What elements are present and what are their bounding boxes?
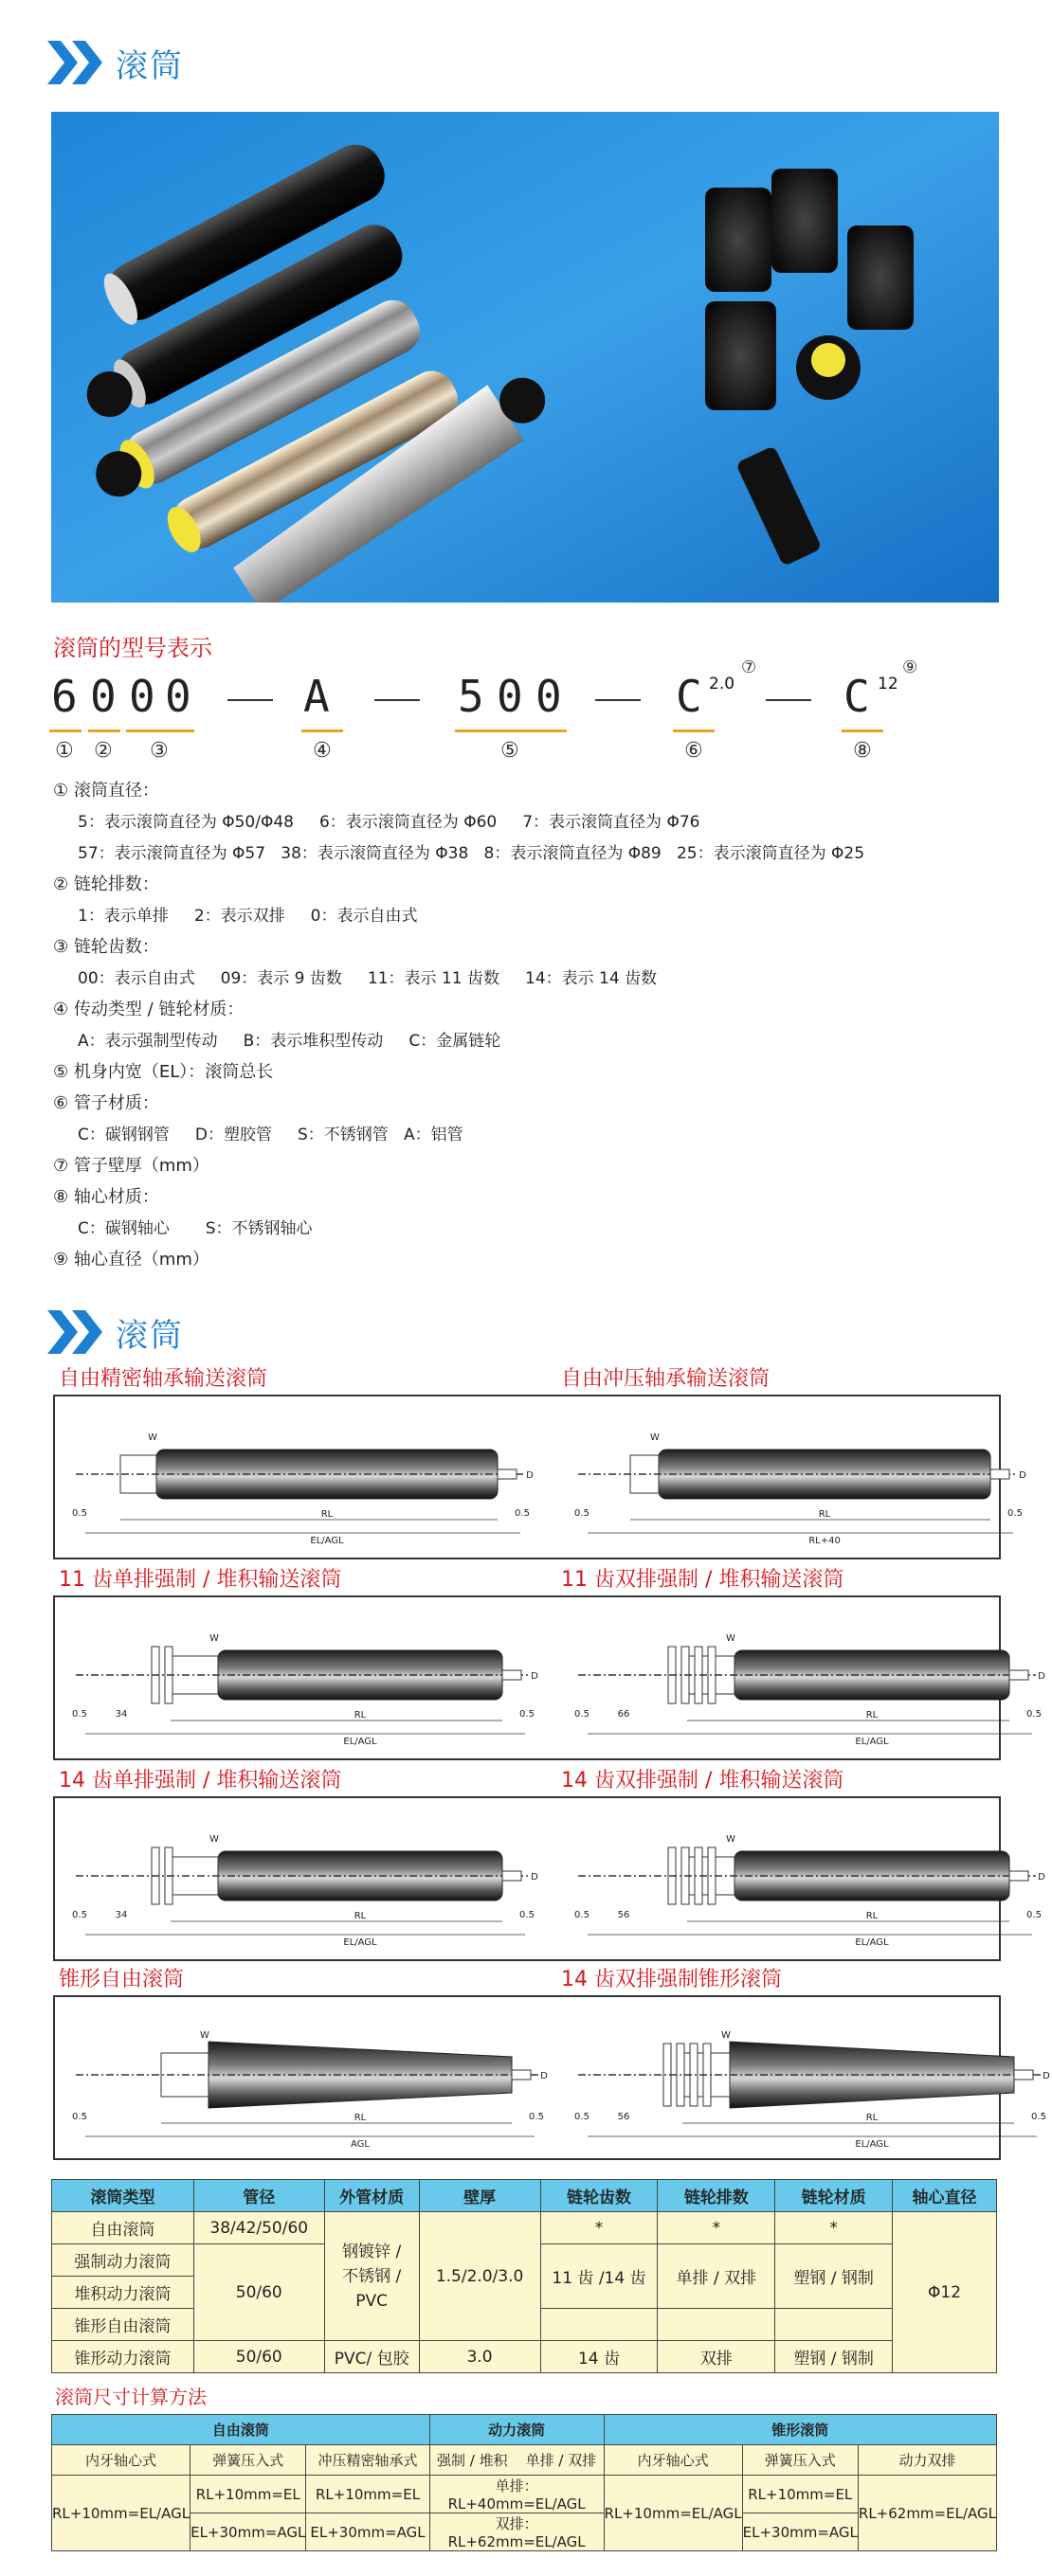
smat-taper-powered: 塑钢 / 钢制	[775, 2341, 893, 2373]
dimension-d: D	[531, 1872, 538, 1882]
th-axis: 轴心直径	[893, 2180, 997, 2212]
model-mark-7: ⑦	[741, 658, 757, 677]
model-letter-a: A	[303, 671, 330, 722]
model-mark-5: ⑤	[500, 739, 519, 763]
dimension-w: W	[721, 2030, 731, 2041]
calc-group-powered: 动力滚筒	[429, 2415, 604, 2445]
calc-c6b: EL+30mm=AGL	[742, 2513, 858, 2551]
section-title: 滚筒	[116, 46, 184, 85]
desc-line: 5：表示滚筒直径为 Φ50/Φ48 6：表示滚筒直径为 Φ60 7：表示滚筒直径为 Φ76	[78, 813, 700, 832]
calc-c6a: RL+10mm=EL	[742, 2476, 858, 2513]
desc-line: ⑥ 管子材质：	[53, 1093, 159, 1113]
model-mark-6: ⑥	[684, 739, 703, 763]
calc-c3a: RL+10mm=EL	[306, 2476, 429, 2513]
calc-sub-3: 冲压精密轴承式	[306, 2445, 429, 2476]
desc-line: ⑧ 轴心材质：	[53, 1187, 159, 1207]
spec-table	[51, 2179, 997, 2373]
calc-c1: RL+10mm=EL/AGL	[52, 2476, 190, 2551]
calc-sub-4: 强制 / 堆积 单排 / 双排	[429, 2445, 604, 2476]
dimension-d: D	[1019, 1470, 1026, 1481]
model-sup-thickness: 2.0	[709, 675, 735, 694]
tube-material-2: PVC/ 包胶	[324, 2341, 419, 2373]
desc-line: ③ 链轮齿数：	[53, 937, 159, 957]
caption-14-double: 14 齿双排强制 / 堆积输送滚筒	[561, 1769, 844, 1792]
dimension-d: D	[1038, 1872, 1045, 1882]
calc-sub-2: 弹簧压入式	[190, 2445, 306, 2476]
calc-table	[51, 2414, 997, 2551]
dimension-d: D	[531, 1671, 538, 1682]
dimension-05: 0.5	[72, 1508, 87, 1519]
rows-free: *	[658, 2212, 775, 2244]
smat-free: *	[775, 2212, 893, 2244]
dimension-rl: RL	[354, 2113, 367, 2123]
th-wall: 壁厚	[419, 2180, 540, 2212]
dimension-05: 0.5	[72, 1910, 87, 1920]
dimension-rl: RL	[865, 1911, 879, 1921]
calc-c4a: 单排：RL+40mm=EL/AGL	[429, 2476, 604, 2513]
model-mark-2: ②	[94, 739, 113, 763]
dimension-left: 66	[617, 1709, 630, 1720]
rows-powered: 单排 / 双排	[658, 2244, 775, 2309]
desc-line: ④ 传动类型 / 链轮材质：	[53, 1000, 245, 1019]
dimension-w: W	[200, 2030, 209, 2041]
diameter-taper-powered: 50/60	[193, 2341, 324, 2373]
desc-line: 1：表示单排 2：表示双排 0：表示自由式	[78, 907, 418, 926]
dimension-05: 0.5	[519, 1910, 535, 1920]
dimension-w: W	[726, 1834, 735, 1845]
model-digit-3: 0	[129, 671, 155, 722]
dimension-rl: RL	[865, 1710, 879, 1720]
th-teeth: 链轮齿数	[540, 2180, 658, 2212]
model-digit-0b: 0	[535, 671, 562, 722]
type-free: 自由滚筒	[52, 2212, 194, 2244]
dimension-w: W	[650, 1432, 660, 1443]
desc-line: ⑦ 管子壁厚（mm）	[53, 1156, 209, 1176]
dimension-el: EL/AGL	[855, 1737, 889, 1747]
smat-taper-free	[775, 2309, 893, 2341]
model-letter-c2: C	[843, 671, 870, 722]
dimension-w: W	[726, 1633, 735, 1644]
type-forced: 强制动力滚筒	[52, 2244, 194, 2277]
desc-line: C：碳钢钢管 D：塑胶管 S：不锈钢管 A：铝管	[78, 1126, 463, 1144]
th-type: 滚筒类型	[52, 2180, 194, 2212]
dimension-left: 34	[115, 1910, 128, 1920]
shaft-end	[1014, 2070, 1033, 2080]
section-title: 滚筒	[116, 1316, 184, 1355]
caption-14-single: 14 齿单排强制 / 堆积输送滚筒	[59, 1769, 342, 1792]
teeth-free: *	[540, 2212, 658, 2244]
calc-title: 滚筒尺寸计算方法	[55, 2386, 207, 2408]
dimension-d: D	[1043, 2071, 1050, 2081]
dimension-05: 0.5	[72, 1709, 87, 1720]
desc-line: ② 链轮排数：	[53, 874, 159, 894]
model-digit-4: 0	[165, 671, 191, 722]
axis-diameter: Φ12	[893, 2212, 997, 2373]
calc-sub-6: 弹簧压入式	[742, 2445, 858, 2476]
dimension-d: D	[526, 1470, 534, 1481]
wall-1: 1.5/2.0/3.0	[419, 2212, 540, 2341]
model-digit-2: 0	[90, 671, 117, 722]
calc-group-taper: 锥形滚筒	[604, 2415, 996, 2445]
shaft-end	[502, 1871, 521, 1881]
model-digit-1: 6	[51, 671, 78, 722]
caption-free-precision: 自由精密轴承输送滚筒	[59, 1367, 268, 1391]
calc-c7: RL+62mm=EL/AGL	[858, 2476, 996, 2551]
calc-sub-5: 内牙轴心式	[604, 2445, 742, 2476]
dimension-w: W	[209, 1633, 219, 1644]
th-diameter: 管径	[193, 2180, 324, 2212]
desc-line: ① 滚筒直径：	[53, 781, 159, 801]
dimension-el: EL/AGL	[855, 1937, 889, 1948]
shaft-end	[512, 2070, 531, 2080]
caption-11-double: 11 齿双排强制 / 堆积输送滚筒	[561, 1568, 844, 1592]
teeth-taper-free	[540, 2309, 658, 2341]
dimension-05: 0.5	[1026, 1709, 1042, 1720]
dimension-d: D	[1038, 1671, 1045, 1682]
model-notation-title: 滚筒的型号表示	[53, 635, 212, 661]
type-taper-free: 锥形自由滚筒	[52, 2309, 194, 2341]
smat-powered: 塑钢 / 钢制	[775, 2244, 893, 2309]
calc-c4b: 双排：RL+62mm=EL/AGL	[429, 2513, 604, 2551]
dimension-05: 0.5	[519, 1709, 535, 1720]
dimension-el: EL/AGL	[343, 1737, 377, 1747]
shaft-end	[498, 1469, 517, 1479]
model-mark-3: ③	[150, 739, 169, 763]
dimension-el: EL/AGL	[855, 2139, 889, 2150]
model-mark-1: ①	[55, 739, 74, 763]
dimension-05: 0.5	[1031, 2112, 1046, 2122]
dimension-05: 0.5	[574, 1709, 589, 1720]
dimension-05: 0.5	[574, 1508, 589, 1519]
caption-taper-14-double: 14 齿双排强制锥形滚筒	[561, 1968, 782, 1991]
desc-line: ⑤ 机身内宽（EL）：滚筒总长	[53, 1062, 274, 1082]
shaft-end	[502, 1670, 521, 1680]
model-sup-axis: 12	[878, 675, 898, 694]
desc-line: A：表示强制型传动 B：表示堆积型传动 C：金属链轮	[78, 1032, 501, 1051]
desc-line: ⑨ 轴心直径（mm）	[53, 1250, 209, 1270]
dimension-rl: RL	[320, 1509, 334, 1520]
model-digit-0a: 0	[497, 671, 523, 722]
dimension-w: W	[148, 1432, 157, 1443]
desc-line: C：碳钢轴心 S：不锈钢轴心	[78, 1219, 313, 1238]
caption-free-stamped: 自由冲压轴承输送滚筒	[561, 1367, 771, 1391]
dimension-rl: RL	[354, 1911, 367, 1921]
dimension-left: 56	[617, 1910, 630, 1920]
calc-c2b: EL+30mm=AGL	[190, 2513, 306, 2551]
rows-taper-free	[658, 2309, 775, 2341]
shaft-end	[990, 1469, 1009, 1479]
th-rows: 链轮排数	[658, 2180, 775, 2212]
dimension-05: 0.5	[1026, 1910, 1042, 1920]
dimension-rl: RL	[354, 1710, 367, 1720]
calc-sub-1: 内牙轴心式	[52, 2445, 190, 2476]
dimension-05: 0.5	[1007, 1508, 1023, 1519]
calc-group-free: 自由滚筒	[52, 2415, 430, 2445]
dimension-el: EL/AGL	[310, 1536, 344, 1546]
dimension-05: 0.5	[515, 1508, 530, 1519]
model-mark-4: ④	[313, 739, 332, 763]
dimension-left: 34	[115, 1709, 128, 1720]
dimension-05: 0.5	[574, 1910, 589, 1920]
dimension-w: W	[209, 1834, 219, 1845]
dimension-05: 0.5	[574, 2112, 589, 2122]
desc-line: 00：表示自由式 09：表示 9 齿数 11：表示 11 齿数 14：表示 14 齿数	[78, 969, 658, 988]
model-mark-8: ⑧	[853, 739, 872, 763]
calc-c2a: RL+10mm=EL	[190, 2476, 306, 2513]
tube-material-1: 钢镀锌 / 不锈钢 / PVC	[324, 2212, 419, 2341]
model-digit-5: 5	[458, 671, 484, 722]
dimension-05: 0.5	[72, 2112, 87, 2122]
type-taper-powered: 锥形动力滚筒	[52, 2341, 194, 2373]
th-tube-material: 外管材质	[324, 2180, 419, 2212]
dimension-el: AGL	[351, 2139, 370, 2150]
dimension-el: RL+40	[808, 1536, 841, 1546]
model-mark-9: ⑨	[902, 658, 918, 677]
diameter-powered: 50/60	[193, 2244, 324, 2341]
dimension-left: 56	[617, 2112, 630, 2122]
caption-taper-free: 锥形自由滚筒	[59, 1968, 185, 1991]
model-letter-c1: C	[676, 671, 702, 722]
dimension-rl: RL	[818, 1509, 831, 1520]
dimension-d: D	[540, 2071, 548, 2081]
type-accumulate: 堆积动力滚筒	[52, 2277, 194, 2309]
teeth-taper-powered: 14 齿	[540, 2341, 658, 2373]
rows-taper-powered: 双排	[658, 2341, 775, 2373]
caption-11-single: 11 齿单排强制 / 堆积输送滚筒	[59, 1568, 342, 1592]
wall-2: 3.0	[419, 2341, 540, 2373]
calc-c3b: EL+30mm=AGL	[306, 2513, 429, 2551]
calc-c5: RL+10mm=EL/AGL	[604, 2476, 742, 2551]
teeth-powered: 11 齿 /14 齿	[540, 2244, 658, 2309]
dimension-05: 0.5	[529, 2112, 544, 2122]
dimension-rl: RL	[865, 2113, 879, 2123]
shaft-end	[1009, 1871, 1028, 1881]
th-sprocket-material: 链轮材质	[775, 2180, 893, 2212]
shaft-end	[1009, 1670, 1028, 1680]
desc-line: 57：表示滚筒直径为 Φ57 38：表示滚筒直径为 Φ38 8：表示滚筒直径为 Φ89 25：表示滚筒直径为 Φ25	[78, 844, 865, 863]
dimension-el: EL/AGL	[343, 1937, 377, 1948]
diameter-free: 38/42/50/60	[193, 2212, 324, 2244]
calc-sub-7: 动力双排	[858, 2445, 996, 2476]
